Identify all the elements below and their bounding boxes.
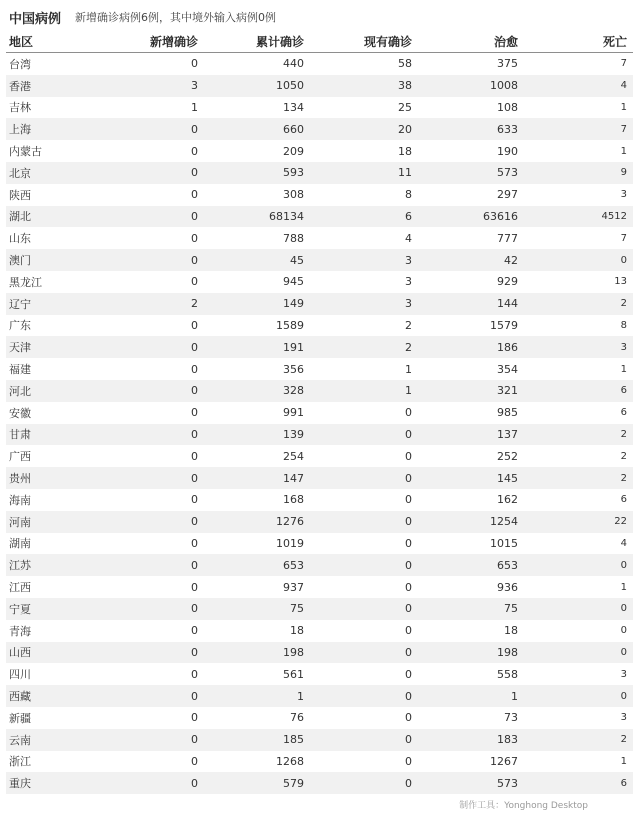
region-cell: 海南	[9, 493, 31, 507]
active-cell: 0	[405, 754, 412, 768]
table-row[interactable]	[6, 336, 633, 358]
new-confirmed-cell: 0	[191, 318, 198, 332]
recovered-cell: 75	[504, 602, 518, 616]
region-cell: 香港	[9, 79, 31, 93]
deaths-cell: 4	[620, 537, 627, 549]
total-confirmed-cell: 185	[283, 733, 304, 747]
region-cell: 浙江	[9, 755, 31, 769]
recovered-cell: 777	[497, 231, 518, 245]
total-confirmed-cell: 1276	[276, 515, 304, 529]
recovered-cell: 63616	[483, 209, 518, 223]
total-confirmed-cell: 254	[283, 449, 304, 463]
active-cell: 4	[405, 231, 412, 245]
total-confirmed-cell: 168	[283, 493, 304, 507]
active-cell: 0	[405, 624, 412, 638]
table-row[interactable]	[6, 53, 633, 75]
deaths-cell: 2	[620, 472, 627, 484]
recovered-cell: 18	[504, 624, 518, 638]
active-cell: 3	[405, 253, 412, 267]
new-confirmed-cell: 0	[191, 711, 198, 725]
recovered-cell: 375	[497, 57, 518, 71]
recovered-cell: 558	[497, 667, 518, 681]
active-cell: 2	[405, 340, 412, 354]
deaths-cell: 3	[620, 712, 627, 724]
table-row[interactable]	[6, 772, 633, 794]
active-cell: 0	[405, 536, 412, 550]
total-confirmed-cell: 991	[283, 406, 304, 420]
new-confirmed-cell: 0	[191, 754, 198, 768]
recovered-cell: 137	[497, 427, 518, 441]
table-row[interactable]	[6, 489, 633, 511]
recovered-cell: 1015	[490, 536, 518, 550]
region-cell: 江西	[9, 581, 31, 595]
region-cell: 辽宁	[9, 297, 31, 311]
deaths-cell: 4512	[601, 210, 627, 222]
new-confirmed-cell: 0	[191, 166, 198, 180]
column-header-deaths[interactable]: 死亡	[602, 34, 627, 49]
recovered-cell: 354	[497, 362, 518, 376]
total-confirmed-cell: 945	[283, 275, 304, 289]
total-confirmed-cell: 134	[283, 100, 304, 114]
total-confirmed-cell: 788	[283, 231, 304, 245]
column-header-active[interactable]: 现有确诊	[363, 34, 412, 49]
table-row[interactable]	[6, 380, 633, 402]
recovered-cell: 183	[497, 733, 518, 747]
deaths-cell: 13	[614, 276, 627, 288]
active-cell: 0	[405, 580, 412, 594]
total-confirmed-cell: 209	[283, 144, 304, 158]
deaths-cell: 0	[620, 603, 627, 615]
active-cell: 0	[405, 427, 412, 441]
recovered-cell: 1267	[490, 754, 518, 768]
total-confirmed-cell: 579	[283, 776, 304, 790]
total-confirmed-cell: 191	[283, 340, 304, 354]
region-cell: 安徽	[9, 406, 31, 420]
footer-credit: 制作工具：Yonghong Desktop	[459, 801, 588, 811]
total-confirmed-cell: 139	[283, 427, 304, 441]
region-cell: 山东	[9, 232, 31, 246]
active-cell: 2	[405, 318, 412, 332]
column-header-total-confirmed[interactable]: 累计确诊	[255, 34, 304, 49]
new-confirmed-cell: 0	[191, 558, 198, 572]
total-confirmed-cell: 593	[283, 166, 304, 180]
active-cell: 0	[405, 689, 412, 703]
table-row[interactable]	[6, 75, 633, 97]
deaths-cell: 0	[620, 254, 627, 266]
new-confirmed-cell: 2	[191, 297, 198, 311]
recovered-cell: 1579	[490, 318, 518, 332]
total-confirmed-cell: 147	[283, 471, 304, 485]
new-confirmed-cell: 0	[191, 57, 198, 71]
table-row[interactable]	[6, 467, 633, 489]
recovered-cell: 321	[497, 384, 518, 398]
table-row[interactable]	[6, 685, 633, 707]
deaths-cell: 3	[620, 668, 627, 680]
report-header	[9, 6, 276, 28]
recovered-cell: 198	[497, 645, 518, 659]
new-confirmed-cell: 0	[191, 776, 198, 790]
table-row[interactable]	[6, 729, 633, 751]
new-confirmed-cell: 0	[191, 406, 198, 420]
region-cell: 甘肃	[9, 428, 31, 442]
new-confirmed-cell: 0	[191, 340, 198, 354]
page-subtitle: 新增确诊病例6例，其中境外输入病例0例	[75, 11, 277, 24]
total-confirmed-cell: 1268	[276, 754, 304, 768]
new-confirmed-cell: 0	[191, 624, 198, 638]
total-confirmed-cell: 149	[283, 297, 304, 311]
recovered-cell: 190	[497, 144, 518, 158]
deaths-cell: 3	[620, 341, 627, 353]
table-row[interactable]	[6, 162, 633, 184]
deaths-cell: 7	[620, 232, 627, 244]
region-cell: 重庆	[9, 777, 31, 791]
region-cell: 澳门	[9, 254, 31, 268]
table-row[interactable]	[6, 227, 633, 249]
region-cell: 台湾	[9, 57, 31, 71]
active-cell: 1	[405, 384, 412, 398]
table-row[interactable]	[6, 315, 633, 337]
active-cell: 6	[405, 209, 412, 223]
active-cell: 0	[405, 515, 412, 529]
total-confirmed-cell: 18	[290, 624, 304, 638]
new-confirmed-cell: 0	[191, 471, 198, 485]
deaths-cell: 0	[620, 559, 627, 571]
recovered-cell: 73	[504, 711, 518, 725]
recovered-cell: 108	[497, 100, 518, 114]
total-confirmed-cell: 1	[297, 689, 304, 703]
deaths-cell: 7	[620, 123, 627, 135]
region-cell: 内蒙古	[9, 145, 42, 159]
active-cell: 3	[405, 297, 412, 311]
deaths-cell: 2	[620, 428, 627, 440]
recovered-cell: 929	[497, 275, 518, 289]
column-header-recovered[interactable]: 治愈	[493, 34, 518, 49]
region-cell: 贵州	[9, 472, 31, 486]
deaths-cell: 7	[620, 58, 627, 70]
deaths-cell: 2	[620, 298, 627, 310]
total-confirmed-cell: 561	[283, 667, 304, 681]
table-row[interactable]	[6, 249, 633, 271]
region-cell: 北京	[9, 166, 31, 180]
deaths-cell: 6	[620, 494, 627, 506]
region-cell: 新疆	[9, 711, 31, 725]
deaths-cell: 1	[620, 755, 627, 767]
active-cell: 0	[405, 645, 412, 659]
table-row[interactable]	[6, 402, 633, 424]
table-row[interactable]	[6, 642, 633, 664]
deaths-cell: 0	[620, 646, 627, 658]
recovered-cell: 252	[497, 449, 518, 463]
table-row[interactable]	[6, 271, 633, 293]
recovered-cell: 653	[497, 558, 518, 572]
total-confirmed-cell: 1050	[276, 79, 304, 93]
active-cell: 0	[405, 602, 412, 616]
new-confirmed-cell: 0	[191, 580, 198, 594]
deaths-cell: 8	[620, 319, 627, 331]
deaths-cell: 0	[620, 625, 627, 637]
table-row[interactable]	[6, 445, 633, 467]
active-cell: 0	[405, 406, 412, 420]
deaths-cell: 2	[620, 734, 627, 746]
new-confirmed-cell: 0	[191, 253, 198, 267]
total-confirmed-cell: 328	[283, 384, 304, 398]
total-confirmed-cell: 198	[283, 645, 304, 659]
active-cell: 25	[398, 100, 412, 114]
deaths-cell: 6	[620, 407, 627, 419]
total-confirmed-cell: 1019	[276, 536, 304, 550]
new-confirmed-cell: 0	[191, 427, 198, 441]
table-row[interactable]	[6, 751, 633, 773]
cases-table	[6, 30, 633, 794]
active-cell: 38	[398, 79, 412, 93]
region-cell: 湖北	[9, 210, 31, 224]
region-cell: 四川	[9, 668, 31, 682]
region-cell: 陕西	[9, 188, 31, 202]
recovered-cell: 144	[497, 297, 518, 311]
table-row[interactable]	[6, 184, 633, 206]
region-cell: 云南	[9, 733, 31, 747]
new-confirmed-cell: 0	[191, 515, 198, 529]
active-cell: 0	[405, 493, 412, 507]
region-cell: 上海	[9, 123, 31, 137]
region-cell: 宁夏	[9, 602, 31, 616]
total-confirmed-cell: 660	[283, 122, 304, 136]
table-row[interactable]	[6, 118, 633, 140]
new-confirmed-cell: 0	[191, 645, 198, 659]
new-confirmed-cell: 0	[191, 602, 198, 616]
new-confirmed-cell: 0	[191, 449, 198, 463]
total-confirmed-cell: 1589	[276, 318, 304, 332]
table-row[interactable]	[6, 140, 633, 162]
recovered-cell: 573	[497, 166, 518, 180]
recovered-cell: 1254	[490, 515, 518, 529]
deaths-cell: 6	[620, 385, 627, 397]
table-row[interactable]	[6, 620, 633, 642]
table-row[interactable]	[6, 707, 633, 729]
region-cell: 河南	[9, 515, 31, 529]
total-confirmed-cell: 68134	[269, 209, 304, 223]
active-cell: 0	[405, 558, 412, 572]
total-confirmed-cell: 653	[283, 558, 304, 572]
region-cell: 福建	[9, 363, 31, 377]
active-cell: 1	[405, 362, 412, 376]
table-row[interactable]	[6, 206, 633, 228]
active-cell: 0	[405, 449, 412, 463]
column-header-new-confirmed[interactable]: 新增确诊	[149, 34, 198, 49]
new-confirmed-cell: 0	[191, 122, 198, 136]
new-confirmed-cell: 0	[191, 536, 198, 550]
active-cell: 11	[398, 166, 412, 180]
new-confirmed-cell: 0	[191, 667, 198, 681]
deaths-cell: 9	[620, 167, 627, 179]
new-confirmed-cell: 0	[191, 733, 198, 747]
region-cell: 黑龙江	[9, 275, 42, 289]
table-row[interactable]	[6, 533, 633, 555]
active-cell: 18	[398, 144, 412, 158]
table-row[interactable]	[6, 424, 633, 446]
region-cell: 河北	[9, 384, 31, 398]
new-confirmed-cell: 0	[191, 493, 198, 507]
active-cell: 3	[405, 275, 412, 289]
total-confirmed-cell: 45	[290, 253, 304, 267]
table-header-row	[6, 30, 633, 53]
region-cell: 西藏	[9, 690, 31, 703]
recovered-cell: 162	[497, 493, 518, 507]
region-cell: 广西	[9, 450, 31, 464]
recovered-cell: 42	[504, 253, 518, 267]
active-cell: 8	[405, 188, 412, 202]
active-cell: 20	[398, 122, 412, 136]
page-title: 中国病例	[9, 11, 62, 27]
total-confirmed-cell: 76	[290, 711, 304, 725]
total-confirmed-cell: 937	[283, 580, 304, 594]
table-row[interactable]	[6, 97, 633, 119]
new-confirmed-cell: 0	[191, 362, 198, 376]
new-confirmed-cell: 0	[191, 188, 198, 202]
table-row[interactable]	[6, 598, 633, 620]
deaths-cell: 6	[620, 777, 627, 789]
region-cell: 江苏	[9, 559, 31, 573]
deaths-cell: 2	[620, 450, 627, 462]
region-cell: 青海	[9, 624, 31, 638]
new-confirmed-cell: 0	[191, 275, 198, 289]
active-cell: 0	[405, 776, 412, 790]
new-confirmed-cell: 0	[191, 144, 198, 158]
table-body	[6, 53, 633, 794]
active-cell: 0	[405, 667, 412, 681]
table-row[interactable]	[6, 293, 633, 315]
region-cell: 山西	[9, 646, 31, 660]
recovered-cell: 936	[497, 580, 518, 594]
deaths-cell: 22	[614, 516, 627, 528]
region-cell: 湖南	[9, 537, 31, 551]
table-row[interactable]	[6, 663, 633, 685]
table-row[interactable]	[6, 511, 633, 533]
table-row[interactable]	[6, 358, 633, 380]
total-confirmed-cell: 75	[290, 602, 304, 616]
new-confirmed-cell: 0	[191, 689, 198, 703]
deaths-cell: 4	[620, 80, 627, 92]
deaths-cell: 1	[620, 145, 627, 157]
new-confirmed-cell: 1	[191, 100, 198, 114]
recovered-cell: 1008	[490, 79, 518, 93]
region-cell: 吉林	[9, 101, 31, 115]
deaths-cell: 3	[620, 189, 627, 201]
recovered-cell: 145	[497, 471, 518, 485]
deaths-cell: 1	[620, 101, 627, 113]
deaths-cell: 0	[620, 690, 627, 702]
recovered-cell: 633	[497, 122, 518, 136]
total-confirmed-cell: 440	[283, 57, 304, 71]
table-row[interactable]	[6, 576, 633, 598]
recovered-cell: 985	[497, 406, 518, 420]
table-row[interactable]	[6, 554, 633, 576]
total-confirmed-cell: 308	[283, 188, 304, 202]
new-confirmed-cell: 0	[191, 209, 198, 223]
column-header-region[interactable]: 地区	[9, 34, 34, 49]
region-cell: 天津	[9, 341, 31, 355]
region-cell: 广东	[9, 319, 31, 333]
recovered-cell: 1	[511, 689, 518, 703]
new-confirmed-cell: 0	[191, 384, 198, 398]
recovered-cell: 573	[497, 776, 518, 790]
deaths-cell: 1	[620, 581, 627, 593]
active-cell: 0	[405, 733, 412, 747]
active-cell: 0	[405, 471, 412, 485]
recovered-cell: 186	[497, 340, 518, 354]
active-cell: 58	[398, 57, 412, 71]
recovered-cell: 297	[497, 188, 518, 202]
new-confirmed-cell: 0	[191, 231, 198, 245]
active-cell: 0	[405, 711, 412, 725]
total-confirmed-cell: 356	[283, 362, 304, 376]
new-confirmed-cell: 3	[191, 79, 198, 93]
deaths-cell: 1	[620, 363, 627, 375]
